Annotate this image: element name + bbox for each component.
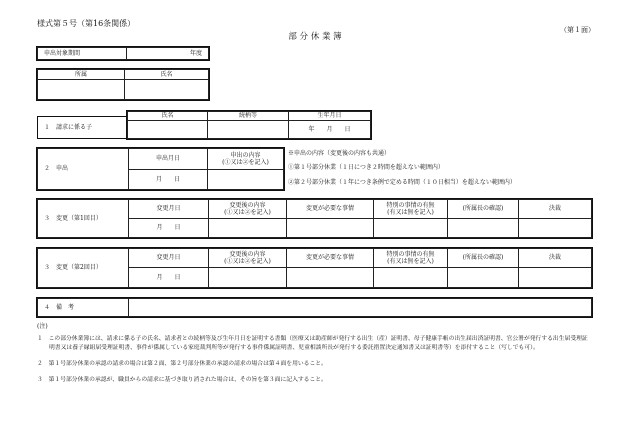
change1-content-cell[interactable] (209, 219, 287, 238)
section1-label-box (37, 116, 127, 139)
section2-label-cell (38, 149, 129, 190)
change2-special-header-line2: (有又は無を記入) (387, 258, 434, 265)
request-content-cell[interactable] (208, 170, 284, 190)
change2-content-header (209, 249, 287, 268)
section3a-label-cell (38, 200, 129, 238)
change1-approval-cell[interactable] (519, 219, 592, 238)
request-content-header-line2: (①又は②を記入) (222, 159, 269, 166)
section1-label: １ 請求に係る子 (44, 124, 93, 131)
section2-label: ２ 申出 (44, 165, 69, 173)
section4-label-cell (38, 299, 129, 317)
dept-cell[interactable] (38, 80, 125, 100)
change1-content-header (209, 200, 287, 219)
request-table (37, 148, 284, 190)
request-content-header-line1: 申出の内容 (230, 151, 261, 159)
change1-reason-header: 変更が必要な事情 (287, 200, 374, 219)
note-item-1: １ この部分休業簿には、請求に係る子の氏名、請求者との続柄等及び生年月日を証明する書類（医療又は助産師が発行する出生（産）証明書、母子健康手帳の出生届出済証明書、官公署が発行する出生届受理証明書又は養子縁組届受理証明書、事件が係属している家庭裁判所等が発行する事件係属証明書、児童相談所長が発行する委託措置決定通知書又は証明書等）を添付すること（写しでも可）。 (37, 336, 588, 351)
dept-header: 所属 (38, 70, 125, 80)
change2-confirm-header: (所属長の確認) (448, 249, 519, 268)
section3b-label-cell (38, 249, 129, 288)
change2-special-header (374, 249, 448, 268)
name-cell[interactable] (125, 80, 209, 100)
section3a-label: ３ 変更（第1回目） (44, 214, 102, 222)
request-note-head: ※申出の内容（変更後の内容も共通） (288, 150, 391, 157)
change1-special-cell[interactable] (374, 219, 448, 238)
child-relation-cell[interactable] (208, 121, 289, 139)
change1-table (37, 199, 592, 238)
child-birth-cell[interactable]: 年 月 日 (289, 121, 371, 139)
change1-reason-cell[interactable] (287, 219, 374, 238)
notes-head: (注) (37, 323, 48, 330)
change2-content-header-line2: (①又は②を記入) (224, 258, 271, 265)
remarks-cell[interactable] (129, 299, 592, 317)
change2-approval-cell[interactable] (519, 268, 592, 288)
section3b-label: ３ 変更（第2回目） (44, 264, 102, 272)
change2-table (37, 248, 592, 288)
period-label: 申出対象期間 (38, 48, 127, 60)
change2-special-header-line1: 特別の事情の有無 (386, 250, 435, 258)
change1-special-header (374, 200, 448, 219)
change2-content-cell[interactable] (209, 268, 287, 288)
request-note-1: ①第１号部分休業（１日につき２時間を超えない範囲内） (288, 164, 444, 171)
change1-date-cell[interactable]: 月 日 (129, 219, 209, 238)
section4-label: ４ 備 考 (44, 303, 75, 311)
child-table (127, 111, 371, 139)
change2-content-header-line1: 変更後の内容 (229, 250, 266, 258)
change2-reason-header: 変更が必要な事情 (287, 249, 374, 268)
change1-content-header-line2: (①又は②を記入) (224, 209, 271, 216)
child-name-header: 氏名 (128, 112, 208, 121)
remarks-table (37, 298, 592, 317)
change1-confirm-header: (所属長の確認) (448, 200, 519, 219)
notes-body (37, 335, 589, 385)
change2-confirm-cell[interactable] (448, 268, 519, 288)
change1-special-header-line2: (有又は無を記入) (387, 209, 434, 216)
change1-approval-header: 決裁 (519, 200, 592, 219)
request-note-2: ②第２号部分休業（１年につき条例で定める時間（１０日相当）を超えない範囲内） (288, 179, 516, 186)
note-item-2: ２ 第１号部分休業の承認の請求の場合は第２面、第２号部分休業の承認の請求の場合は第４面を用いること。 (37, 360, 327, 367)
child-name-cell[interactable] (128, 121, 208, 139)
change1-confirm-cell[interactable] (448, 219, 519, 238)
child-birth-header: 生年月日 (289, 112, 371, 121)
child-relation-header: 続柄等 (208, 112, 289, 121)
page-title: 部 分 休 業 簿 (288, 32, 342, 42)
change1-date-header: 変更月日 (129, 200, 209, 219)
page-label: （第１面） (560, 26, 595, 34)
name-header: 氏名 (125, 70, 209, 80)
request-content-header (208, 149, 284, 170)
request-date-header: 申出月日 (129, 149, 208, 170)
period-table (37, 47, 209, 60)
change2-date-header: 変更月日 (129, 249, 209, 268)
period-value[interactable]: 年度 (127, 48, 209, 60)
request-date-cell[interactable]: 月 日 (129, 170, 208, 190)
dept-name-table (37, 69, 209, 100)
change2-reason-cell[interactable] (287, 268, 374, 288)
change1-content-header-line1: 変更後の内容 (229, 201, 266, 209)
note-item-3: ３ 第１号部分休業の承認が、職員からの請求に基づき取り消された場合は、その旨を第３面に記入すること。 (37, 376, 327, 383)
change2-date-cell[interactable]: 月 日 (129, 268, 209, 288)
change2-special-cell[interactable] (374, 268, 448, 288)
change1-special-header-line1: 特別の事情の有無 (386, 201, 435, 209)
form-number: 様式第５号（第16条関係） (37, 19, 136, 28)
change2-approval-header: 決裁 (519, 249, 592, 268)
